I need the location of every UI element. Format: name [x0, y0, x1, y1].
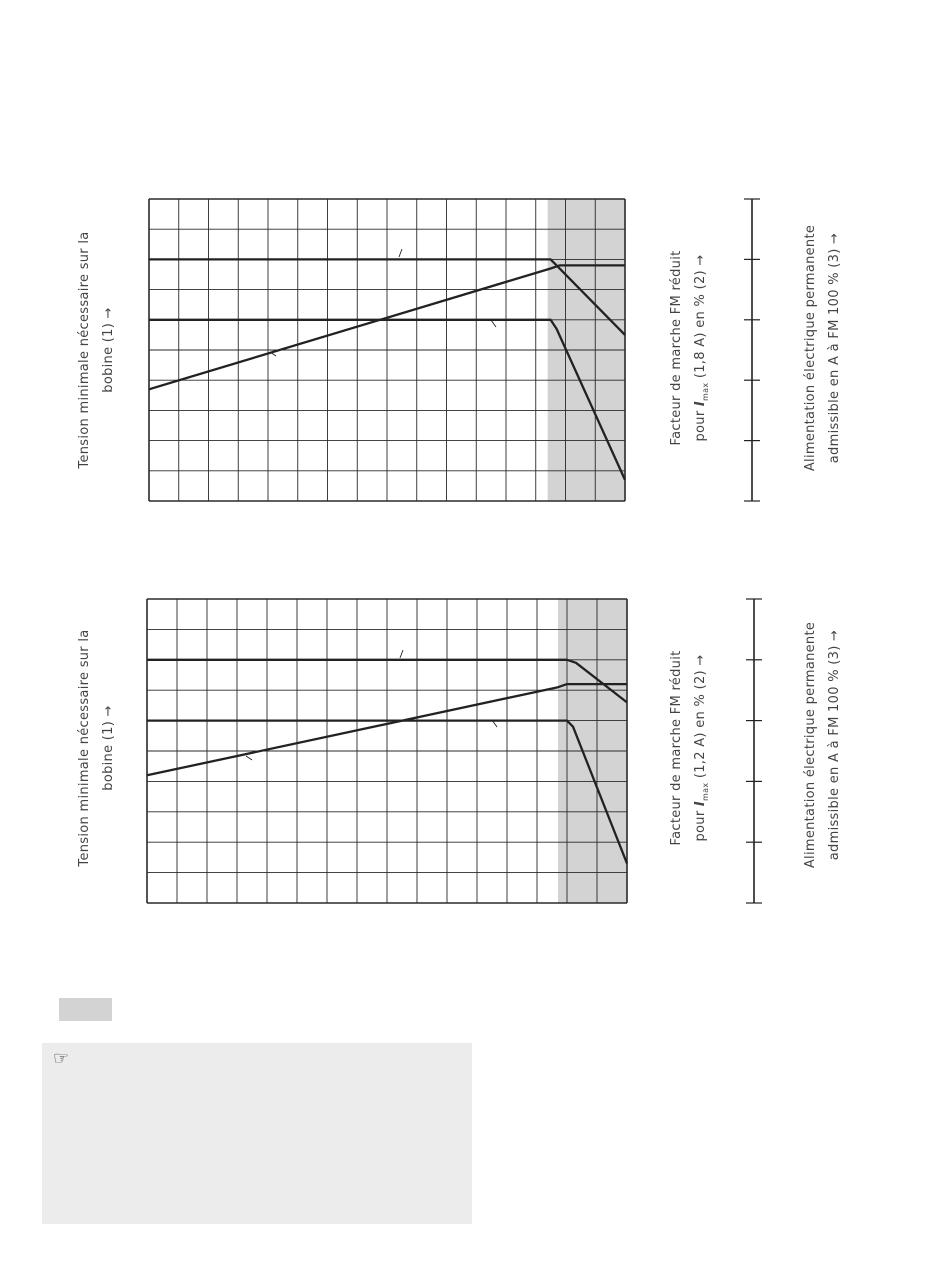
note-box [42, 1043, 472, 1224]
pointing-hand-icon: ☞ [53, 1048, 70, 1069]
y-axis-label-line: bobine (1) → [101, 307, 116, 393]
duty-cycle-label-subscript: max [701, 382, 710, 401]
current-label-line: admissible en A à FM 100 % (3) → [827, 629, 842, 861]
y-axis-label-line: Tension minimale nécessaire sur la [77, 629, 92, 867]
duty-cycle-label-symbol: I [693, 400, 708, 407]
leader-mark [400, 650, 403, 658]
duty-cycle-label-symbol: I [693, 800, 708, 807]
leader-mark [491, 320, 496, 327]
duty-cycle-label [669, 251, 710, 446]
y-axis-label-line: Tension minimale nécessaire sur la [77, 231, 92, 469]
duty-cycle-label-line: Facteur de marche FM réduit [669, 250, 684, 446]
leader-mark [399, 249, 402, 257]
chart-top [77, 199, 842, 501]
current-label-line: admissible en A à FM 100 % (3) → [827, 232, 842, 464]
chart-bottom [77, 599, 842, 903]
legend-shaded-swatch [59, 998, 112, 1021]
duty-cycle-label-subscript: max [701, 782, 710, 801]
duty-cycle-label-suffix: (1,2 A) en % (2) → [693, 654, 708, 783]
leader-mark [246, 756, 252, 760]
y-axis-label-line: bobine (1) → [101, 705, 116, 791]
duty-cycle-label-line: Facteur de marche FM réduit [669, 650, 684, 846]
current-label [803, 622, 842, 868]
current-label-line: Alimentation électrique permanente [803, 621, 818, 869]
duty-cycle-label-prefix: pour [693, 406, 708, 442]
duty-cycle-label-suffix: (1,8 A) en % (2) → [693, 254, 708, 383]
duty-cycle-label [669, 651, 710, 846]
current-label-line: Alimentation électrique permanente [803, 224, 818, 472]
current-label [803, 225, 842, 471]
duty-cycle-label-prefix: pour [693, 806, 708, 842]
y-axis-label [77, 231, 116, 469]
y-axis-label [77, 629, 116, 867]
